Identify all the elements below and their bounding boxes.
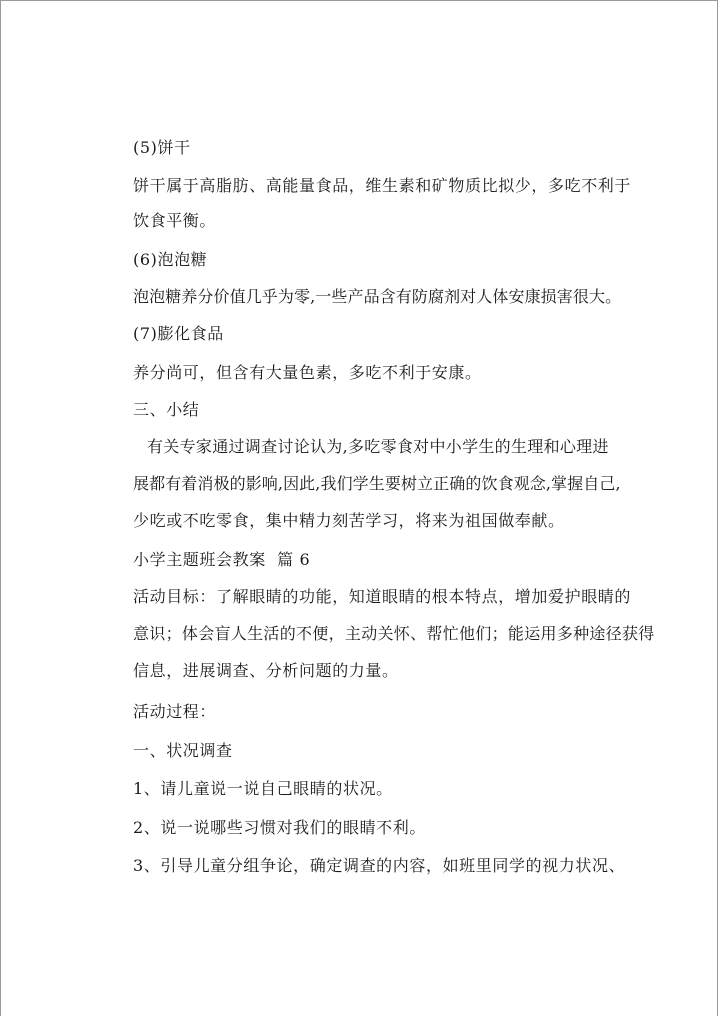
text-line: (6)泡泡糖	[133, 250, 208, 269]
text-line: 养分尚可，但含有大量色素，多吃不利于安康。	[133, 363, 482, 382]
section-heading: 一、状况调查	[133, 741, 233, 760]
section-title: 小学主题班会教案 篇 6	[133, 550, 311, 569]
section-heading: 三、小结	[133, 400, 200, 419]
text-line: 1、请儿童说一说自己眼睛的状况。	[133, 779, 393, 798]
text-line: 有关专家通过调查讨论认为,多吃零食对中小学生的生理和心理进	[147, 437, 609, 456]
text-line: 活动过程：	[133, 702, 217, 721]
text-line: (7)膨化食品	[133, 324, 224, 343]
text-line: 饼干属于高脂肪、高能量食品，维生素和矿物质比拟少，多吃不利于	[133, 176, 632, 195]
text-line: 2、说一说哪些习惯对我们的眼睛不利。	[133, 818, 426, 837]
text-line: 3、引导儿童分组争论，确定调查的内容，如班里同学的视力状况、	[133, 856, 626, 875]
text-line: 泡泡糖养分价值几乎为零,一些产品含有防腐剂对人体安康损害很大。	[133, 287, 622, 306]
text-line: 活动目标：了解眼睛的功能，知道眼睛的根本特点，增加爱护眼睛的	[133, 587, 632, 606]
text-line: 饮食平衡。	[133, 211, 217, 230]
text-line: 意识；体会盲人生活的不便，主动关怀、帮忙他们；能运用多种途径获得	[133, 624, 655, 643]
text-line: 少吃或不吃零食，集中精力刻苦学习，将来为祖国做奉献。	[133, 511, 565, 530]
text-line: (5)饼干	[133, 138, 191, 157]
text-line: 展都有着消极的影响,因此,我们学生要树立正确的饮食观念,掌握自己,	[133, 474, 621, 493]
text-line: 信息，进展调查、分析问题的力量。	[133, 661, 399, 680]
